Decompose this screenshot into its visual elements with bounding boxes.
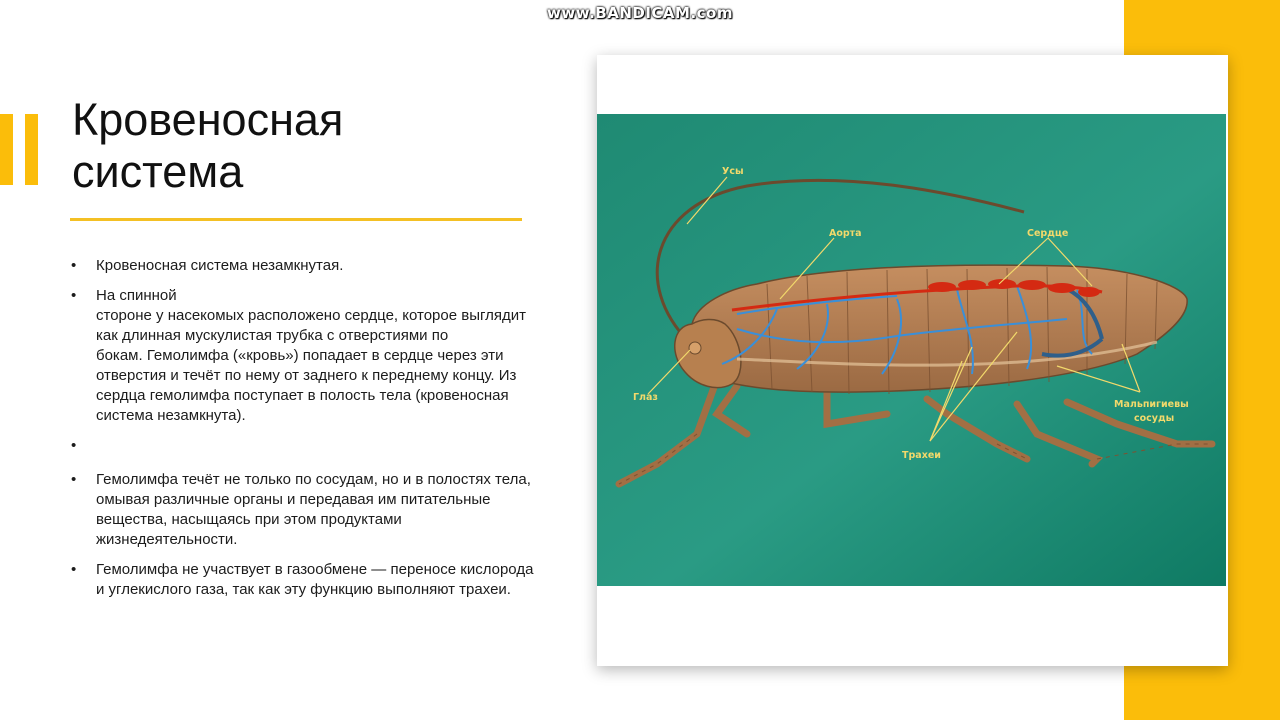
label-tracheae: Трахеи bbox=[902, 450, 941, 461]
slide-title-line1: Кровеносная bbox=[72, 94, 344, 145]
bullet-item: • На спинной стороне у насекомых расположено сердце, которое выглядит как длинная мускулистая трубка с отверстиями по бокам. Гемолимфа («кровь») попадает в сердце через эти отверстия и течёт по нему от заднего к переднему концу. Из сердца гемолимфа поступает в полость тела (кровеносная система незамкнута). bbox=[70, 286, 540, 426]
label-aorta: Аорта bbox=[829, 228, 862, 239]
bullet-list bbox=[70, 256, 540, 610]
title-underline bbox=[70, 218, 522, 221]
label-malpighian-1: Мальпигиевы bbox=[1114, 399, 1189, 410]
slide-title-line2: система bbox=[72, 146, 244, 197]
label-antennae: Усы bbox=[722, 166, 744, 177]
slide-title bbox=[72, 94, 532, 198]
bullet-item-empty bbox=[70, 436, 540, 456]
label-heart: Сердце bbox=[1027, 228, 1069, 239]
label-malpighian-2: сосуды bbox=[1134, 413, 1175, 424]
accent-bar-left-1 bbox=[0, 114, 13, 185]
bullet-item: • Гемолимфа не участвует в газообмене — переносе кислорода и углекислого газа, так как эту функцию выполняют трахеи. bbox=[70, 560, 540, 600]
eye bbox=[689, 342, 701, 354]
label-eye: Глаз bbox=[633, 392, 658, 403]
watermark: www.BANDICAM.com bbox=[546, 4, 733, 22]
bullet-item: • Кровеносная система незамкнутая. bbox=[70, 256, 540, 276]
insect-circulatory-diagram bbox=[597, 114, 1226, 586]
bullet-item: • Гемолимфа течёт не только по сосудам, но и в полостях тела, омывая различные органы и передавая им питательные вещества, насыщаясь при этом продуктами жизнедеятельности. bbox=[70, 470, 540, 550]
accent-bar-left-2 bbox=[25, 114, 38, 185]
